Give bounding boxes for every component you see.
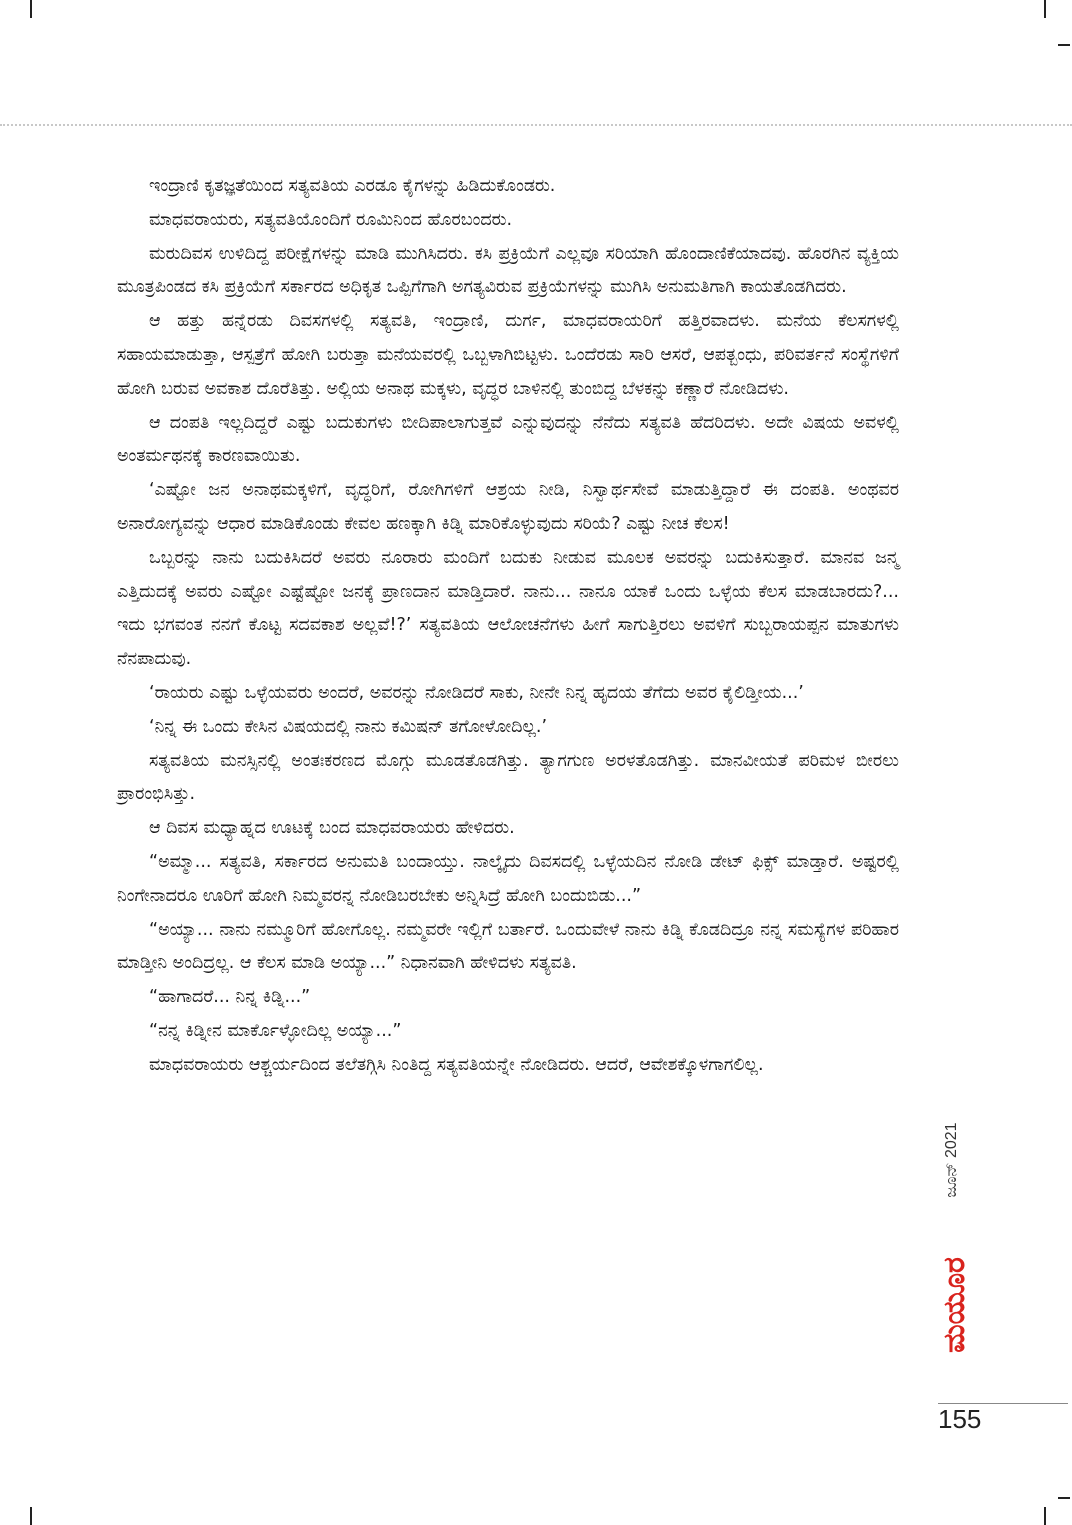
crop-mark-bottom-left bbox=[30, 1507, 32, 1525]
issue-date: ಜೂನ್ 2021 bbox=[943, 1122, 960, 1198]
paragraph: “ಹಾಗಾದರೆ... ನಿನ್ನ ಕಿಡ್ನಿ...” bbox=[149, 987, 311, 1008]
magazine-logo: ಮಯೂರ bbox=[937, 1257, 972, 1353]
header-dotted-rule bbox=[0, 124, 1072, 126]
story-body bbox=[117, 170, 899, 1083]
paragraph: ಆ ದಂಪತಿ ಇಲ್ಲದಿದ್ದರೆ ಎಷ್ಟು ಬದುಕುಗಳು ಬೀದಿಪಾಲಾಗುತ್ತವೆ ಎನ್ನುವುದನ್ನು ನೆನೆದು ಸತ್ಯವತಿ ಹೆದರಿದಳು. ಅದೇ ವಿಷಯ ಅವಳಲ್ಲಿ ಅಂತರ್ಮಥನಕ್ಕೆ ಕಾರಣವಾಯಿತು. bbox=[117, 412, 899, 467]
paragraph: ಮಾಧವರಾಯರು, ಸತ್ಯವತಿಯೊಂದಿಗೆ ರೂಮಿನಿಂದ ಹೊರಬಂದರು. bbox=[149, 209, 513, 230]
paragraph: “ಅಯ್ಯಾ... ನಾನು ನಮ್ಮೂರಿಗೆ ಹೋಗೊಲ್ಲ. ನಮ್ಮವರೇ ಇಲ್ಲಿಗೆ ಬರ್ತಾರೆ. ಒಂದುವೇಳೆ ನಾನು ಕಿಡ್ನಿ ಕೊಡದಿದ್ರೂ ನನ್ನ ಸಮಸ್ಯೆಗಳ ಪರಿಹಾರ ಮಾಡ್ತೀನಿ ಅಂದಿದ್ರಲ್ಲ. ಆ ಕೆಲಸ ಮಾಡಿ ಅಯ್ಯಾ...” ನಿಧಾನವಾಗಿ ಹೇಳಿದಳು ಸತ್ಯವತಿ. bbox=[117, 919, 899, 974]
crop-mark-top-left bbox=[30, 0, 32, 18]
paragraph: ಆ ಹತ್ತು ಹನ್ನೆರಡು ದಿವಸಗಳಲ್ಲಿ ಸತ್ಯವತಿ, ಇಂದ್ರಾಣಿ, ದುರ್ಗ, ಮಾಧವರಾಯರಿಗೆ ಹತ್ತಿರವಾದಳು. ಮನೆಯ ಕೆಲಸಗಳಲ್ಲಿ ಸಹಾಯಮಾಡುತ್ತಾ, ಆಸ್ಪತ್ರೆಗೆ ಹೋಗಿ ಬರುತ್ತಾ ಮನೆಯವರಲ್ಲಿ ಒಬ್ಬಳಾಗಿಬಿಟ್ಟಳು. ಒಂದೆರಡು ಸಾರಿ ಆಸರೆ, ಆಪತ್ಬಂಧು, ಪರಿವರ್ತನೆ ಸಂಸ್ಥೆಗಳಿಗೆ ಹೋಗಿ ಬರುವ ಅವಕಾಶ ದೊರೆತಿತ್ತು. ಅಲ್ಲಿಯ ಅನಾಥ ಮಕ್ಕಳು, ವೃದ್ಧರ ಬಾಳಿನಲ್ಲಿ ತುಂಬಿದ್ದ ಬೆಳಕನ್ನು ಕಣ್ಣಾರೆ ನೋಡಿದಳು. bbox=[117, 311, 899, 399]
paragraph: ಮಾಧವರಾಯರು ಆಶ್ಚರ್ಯದಿಂದ ತಲೆತಗ್ಗಿಸಿ ನಿಂತಿದ್ದ ಸತ್ಯವತಿಯನ್ನೇ ನೋಡಿದರು. ಆದರೆ, ಆವೇಶಕ್ಕೊಳಗಾಗಲಿಲ್ಲ. bbox=[149, 1054, 764, 1075]
paragraph: ಇಂದ್ರಾಣಿ ಕೃತಜ್ಞತೆಯಿಂದ ಸತ್ಯವತಿಯ ಎರಡೂ ಕೈಗಳನ್ನು ಹಿಡಿದುಕೊಂಡರು. bbox=[149, 176, 556, 196]
paragraph: ಒಬ್ಬರನ್ನು ನಾನು ಬದುಕಿಸಿದರೆ ಅವರು ನೂರಾರು ಮಂದಿಗೆ ಬದುಕು ನೀಡುವ ಮೂಲಕ ಅವರನ್ನು ಬದುಕಿಸುತ್ತಾರೆ. ಮಾನವ ಜನ್ಮ ಎತ್ತಿದುದಕ್ಕೆ ಅವರು ಎಷ್ಟೋ ಎಷ್ಟೆಷ್ಟೋ ಜನಕ್ಕೆ ಪ್ರಾಣದಾನ ಮಾಡ್ತಿದಾರೆ. ನಾನು... ನಾನೂ ಯಾಕೆ ಒಂದು ಒಳ್ಳೆಯ ಕೆಲಸ ಮಾಡಬಾರದು?... ಇದು ಭಗವಂತ ನನಗೆ ಕೊಟ್ಟ ಸದವಕಾಶ ಅಲ್ಲವೆ!?’ ಸತ್ಯವತಿಯ ಆಲೋಚನೆಗಳು ಹೀಗೆ ಸಾಗುತ್ತಿರಲು ಅವಳಿಗೆ ಸುಬ್ಬರಾಯಪ್ಪನ ಮಾತುಗಳು ನೆನಪಾದುವು. bbox=[117, 547, 899, 670]
paragraph: ಸತ್ಯವತಿಯ ಮನಸ್ಸಿನಲ್ಲಿ ಅಂತಃಕರಣದ ಮೊಗ್ಗು ಮೂಡತೊಡಗಿತ್ತು. ತ್ಯಾಗಗುಣ ಅರಳತೊಡಗಿತ್ತು. ಮಾನವೀಯತೆ ಪರಿಮಳ ಬೀರಲು ಪ್ರಾರಂಭಿಸಿತ್ತು. bbox=[117, 750, 899, 805]
page-number: 155 bbox=[938, 1404, 982, 1434]
crop-mark-right-lower bbox=[1058, 1497, 1070, 1499]
crop-mark-bottom-right bbox=[1044, 1507, 1046, 1525]
crop-mark-top-right bbox=[1044, 0, 1046, 18]
paragraph: ‘ಎಷ್ಟೋ ಜನ ಅನಾಥಮಕ್ಕಳಿಗೆ, ವೃದ್ಧರಿಗೆ, ರೋಗಿಗಳಿಗೆ ಆಶ್ರಯ ನೀಡಿ, ನಿಸ್ವಾರ್ಥಸೇವೆ ಮಾಡುತ್ತಿದ್ದಾರೆ ಈ ದಂಪತಿ. ಅಂಥವರ ಅನಾರೋಗ್ಯವನ್ನು ಆಧಾರ ಮಾಡಿಕೊಂಡು ಕೇವಲ ಹಣಕ್ಕಾಗಿ ಕಿಡ್ನಿ ಮಾರಿಕೊಳ್ಳುವುದು ಸರಿಯೆ? ಎಷ್ಟು ನೀಚ ಕೆಲಸ! bbox=[117, 480, 899, 534]
paragraph: ಆ ದಿವಸ ಮಧ್ಯಾಹ್ನದ ಊಟಕ್ಕೆ ಬಂದ ಮಾಧವರಾಯರು ಹೇಳಿದರು. bbox=[149, 818, 515, 839]
paragraph: “ಅಮ್ಮಾ... ಸತ್ಯವತಿ, ಸರ್ಕಾರದ ಅನುಮತಿ ಬಂದಾಯ್ತು. ನಾಲ್ಕೈದು ದಿವಸದಲ್ಲಿ ಒಳ್ಳೆಯದಿನ ನೋಡಿ ಡೇಟ್ ಫಿಕ್ಸ್ ಮಾಡ್ತಾರೆ. ಅಷ್ಟರಲ್ಲಿ ನಿಂಗೇನಾದರೂ ಊರಿಗೆ ಹೋಗಿ ನಿಮ್ಮವರನ್ನ ನೋಡಿಬರಬೇಕು ಅನ್ನಿಸಿದ್ರೆ ಹೋಗಿ ಬಂದುಬಿಡು...” bbox=[117, 851, 899, 906]
paragraph: ಮರುದಿವಸ ಉಳಿದಿದ್ದ ಪರೀಕ್ಷೆಗಳನ್ನು ಮಾಡಿ ಮುಗಿಸಿದರು. ಕಸಿ ಪ್ರಕ್ರಿಯೆಗೆ ಎಲ್ಲವೂ ಸರಿಯಾಗಿ ಹೊಂದಾಣಿಕೆಯಾದವು. ಹೊರಗಿನ ವ್ಯಕ್ತಿಯ ಮೂತ್ರಪಿಂಡದ ಕಸಿ ಪ್ರಕ್ರಿಯೆಗೆ ಸರ್ಕಾರದ ಅಧಿಕೃತ ಒಪ್ಪಿಗೆಗಾಗಿ ಅಗತ್ಯವಿರುವ ಪ್ರಕ್ರಿಯೆಗಳನ್ನು ಮುಗಿಸಿ ಅನುಮತಿಗಾಗಿ ಕಾಯತೊಡಗಿದರು. bbox=[117, 243, 899, 298]
paragraph: ‘ನಿನ್ನ ಈ ಒಂದು ಕೇಸಿನ ವಿಷಯದಲ್ಲಿ ನಾನು ಕಮಿಷನ್ ತಗೋಳೋದಿಲ್ಲ.’ bbox=[149, 716, 548, 737]
crop-mark-right-upper bbox=[1058, 44, 1070, 46]
paragraph: “ನನ್ನ ಕಿಡ್ನೀನ ಮಾರ್ಕೊಳ್ಳೋದಿಲ್ಲ ಅಯ್ಯಾ...” bbox=[149, 1020, 402, 1041]
paragraph: ‘ರಾಯರು ಎಷ್ಟು ಒಳ್ಳೆಯವರು ಅಂದರೆ, ಅವರನ್ನು ನೋಡಿದರೆ ಸಾಕು, ನೀನೇ ನಿನ್ನ ಹೃದಯ ತೆಗೆದು ಅವರ ಕೈಲಿಡ್ತೀಯ...’ bbox=[149, 682, 804, 703]
